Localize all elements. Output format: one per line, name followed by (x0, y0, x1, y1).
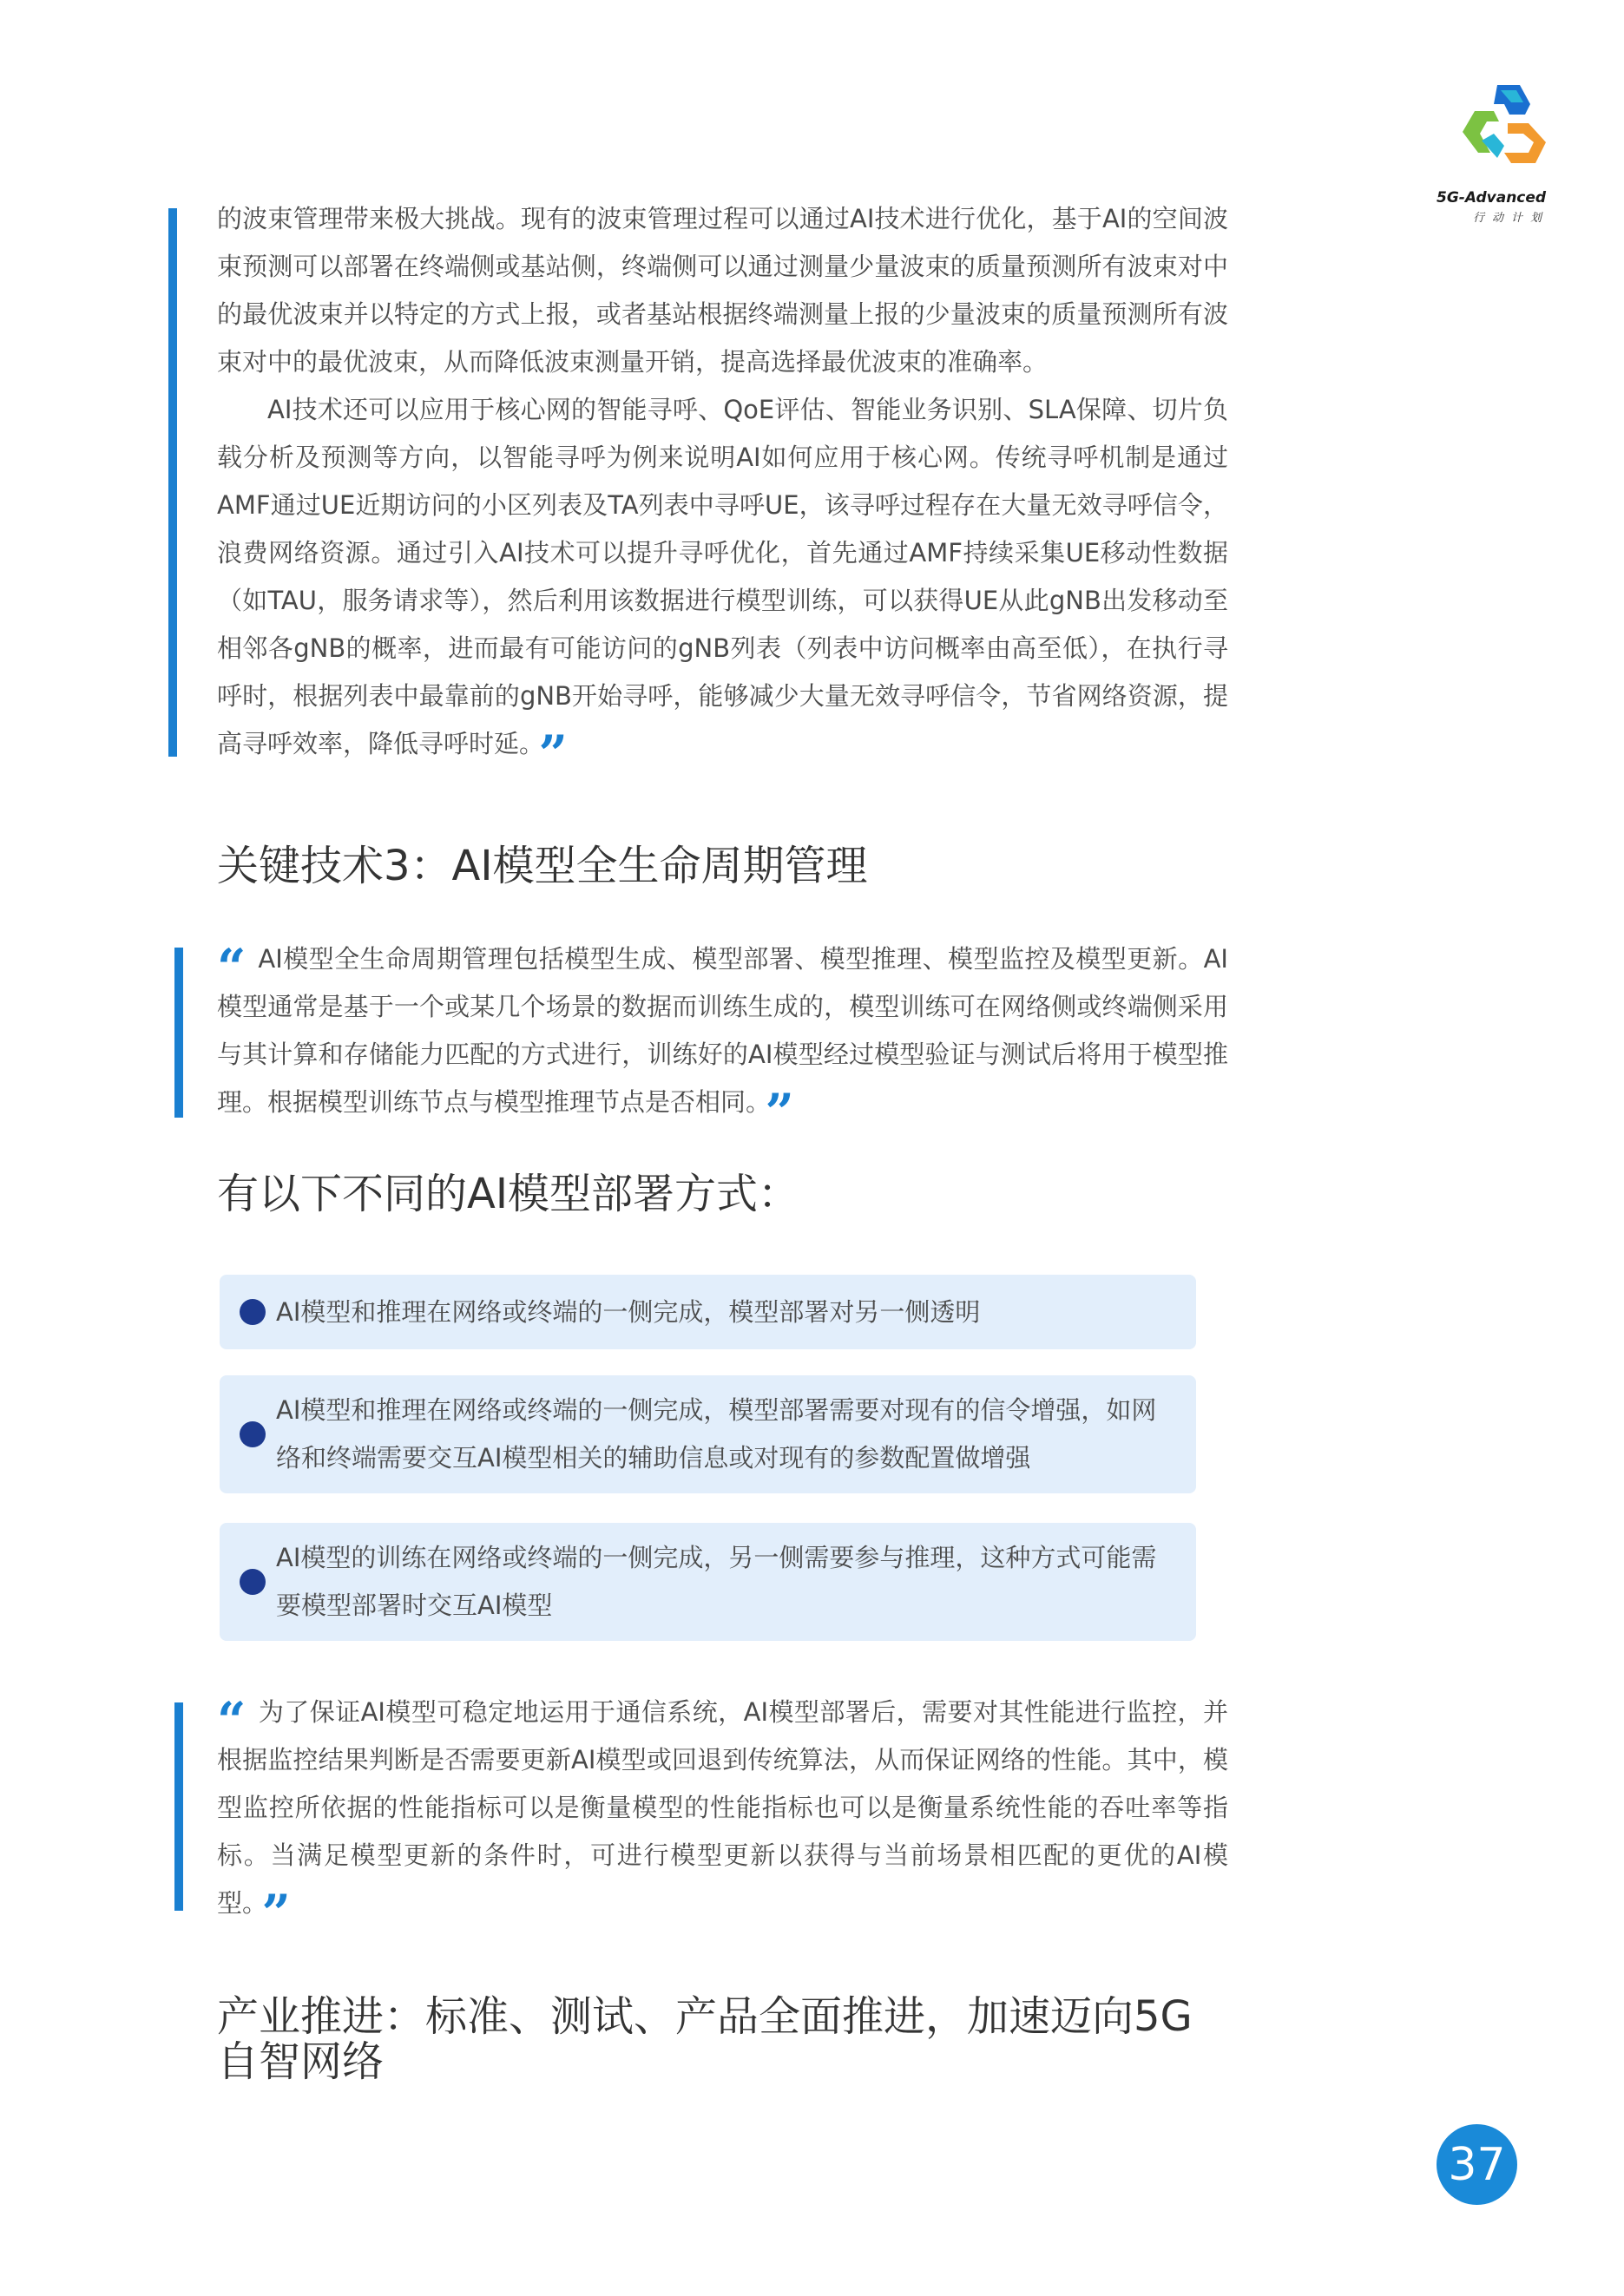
section-heading-industry-progress: 产业推进：标准、测试、产品全面推进，加速迈向5G自智网络 (217, 1992, 1193, 2086)
close-quote-icon: ” (538, 725, 568, 784)
quote1 (217, 935, 1228, 1142)
bullet-dot-icon (240, 1299, 266, 1325)
bullet-text-3: AI模型的训练在网络或终端的一侧完成，另一侧需要参与推理，这种方式可能需要模型部署时交互AI模型 (276, 1543, 1157, 1620)
quote2-text: 为了保证AI模型可稳定地运用于通信系统，AI模型部署后，需要对其性能进行监控，并根据监控结果判断是否需要更新AI模型或回退到传统算法，从而保证网络的性能。其中，模型监控所依据的性能指标可以是衡量模型的性能指标也可以是衡量系统性能的吞吐率等指标。当满足模型更新的条件时，可进行模型更新以获得与当前场景相匹配的更优的AI模型。 (217, 1697, 1228, 1918)
quote1-left-bar (174, 948, 183, 1118)
section-heading-key-tech-3: 关键技术3：AI模型全生命周期管理 (217, 842, 868, 890)
bullet-card-1 (220, 1275, 1196, 1349)
logo-subtitle: 行动计划 (1473, 212, 1550, 225)
quote2 (217, 1689, 1228, 1943)
bullet-text-2: AI模型和推理在网络或终端的一侧完成，模型部署需要对现有的信令增强，如网络和终端需要交互AI模型相关的辅助信息或对现有的参数配置做增强 (276, 1395, 1157, 1473)
close-quote-icon: ” (261, 1884, 291, 1943)
page-number: 37 (1437, 2124, 1517, 2205)
quote2-paragraph (217, 1689, 1228, 1943)
block1-paragraph-2-text: AI技术还可以应用于核心网的智能寻呼、QoE评估、智能业务识别、SLA保障、切片负载分析及预测等方向，以智能寻呼为例来说明AI如何应用于核心网。传统寻呼机制是通过AMF通过UE近期访问的小区列表及TA列表中寻呼UE，该寻呼过程存在大量无效寻呼信令，浪费网络资源。通过引入AI技术可以提升寻呼优化，首先通过AMF持续采集UE移动性数据（如TAU，服务请求等），然后利用该数据进行模型训练，可以获得UE从此gNB出发移动至相邻各gNB的概率，进而最有可能访问的gNB列表（列表中访问概率由高至低），在执行寻呼时，根据列表中最靠前的gNB开始寻呼，能够减少大量无效寻呼信令，节省网络资源，提高寻呼效率，降低寻呼时延。 (217, 395, 1228, 758)
bullet-card-2 (220, 1375, 1196, 1493)
bullet-dot-icon (240, 1569, 266, 1595)
block1-paragraph-1: 的波束管理带来极大挑战。现有的波束管理过程可以通过AI技术进行优化，基于AI的空间波束预测可以部署在终端侧或基站侧，终端侧可以通过测量少量波束的质量预测所有波束对中的最优波束并以特定的方式上报，或者基站根据终端测量上报的少量波束的质量预测所有波束对中的最优波束，从而降低波束测量开销，提高选择最优波束的准确率。 (217, 204, 1228, 377)
close-quote-icon: ” (765, 1083, 794, 1142)
section-heading-deployment-modes: 有以下不同的AI模型部署方式： (217, 1170, 799, 1218)
quote1-paragraph (217, 935, 1228, 1142)
bullet-dot-icon (240, 1421, 266, 1447)
open-quote-icon: “ (217, 938, 247, 997)
bullet-card-3 (220, 1523, 1196, 1641)
block1-left-bar (168, 208, 177, 757)
block1-paragraph-2 (217, 386, 1228, 784)
logo (1437, 80, 1575, 225)
open-quote-icon: “ (217, 1691, 247, 1750)
quote2-left-bar (174, 1702, 183, 1911)
5g-advanced-logo-icon (1456, 80, 1553, 175)
bullet-text-1: AI模型和推理在网络或终端的一侧完成，模型部署对另一侧透明 (276, 1296, 981, 1327)
block1-text (217, 195, 1228, 784)
quote1-text: AI模型全生命周期管理包括模型生成、模型部署、模型推理、模型监控及模型更新。AI模型通常是基于一个或某几个场景的数据而训练生成的，模型训练可在网络侧或终端侧采用与其计算和存储能力匹配的方式进行，训练好的AI模型经过模型验证与测试后将用于模型推理。根据模型训练节点与模型推理节点是否相同。 (217, 944, 1228, 1117)
logo-brand-text: 5G-Advanced (1437, 189, 1547, 207)
